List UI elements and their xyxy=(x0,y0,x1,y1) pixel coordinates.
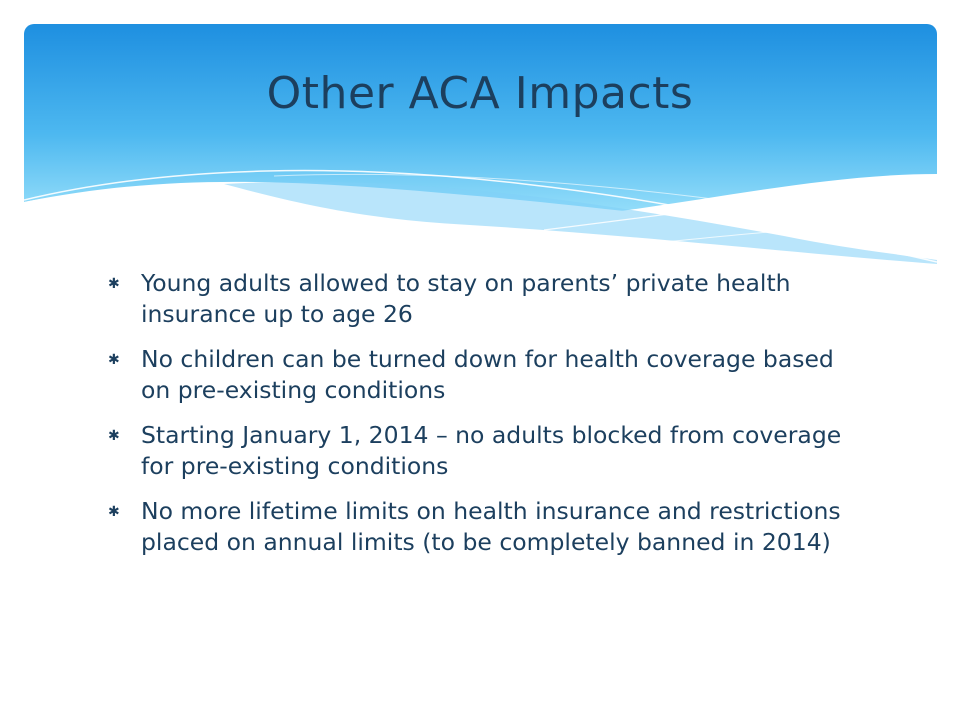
asterisk-icon: ✱ xyxy=(108,504,120,520)
bullet-text: Young adults allowed to stay on parents’ private health insurance up to age 26 xyxy=(141,269,791,328)
asterisk-icon: ✱ xyxy=(108,352,120,368)
bullet-item xyxy=(108,496,868,558)
header-banner xyxy=(24,24,937,264)
bullet-item xyxy=(108,420,868,482)
bullet-text: Starting January 1, 2014 – no adults blocked from coverage for pre-existing conditions xyxy=(141,421,842,480)
slide-title: Other ACA Impacts xyxy=(266,68,694,119)
bullet-item xyxy=(108,344,868,406)
bullet-item xyxy=(108,268,868,330)
bullet-text: No children can be turned down for health coverage based on pre-existing conditions xyxy=(141,345,834,404)
asterisk-icon: ✱ xyxy=(108,276,120,292)
bullet-text: No more lifetime limits on health insurance and restrictions placed on annual limits (to be completely banned in 2014) xyxy=(141,497,841,556)
header-wave-graphic xyxy=(24,24,937,264)
bullet-list xyxy=(108,268,868,572)
asterisk-icon: ✱ xyxy=(108,428,120,444)
